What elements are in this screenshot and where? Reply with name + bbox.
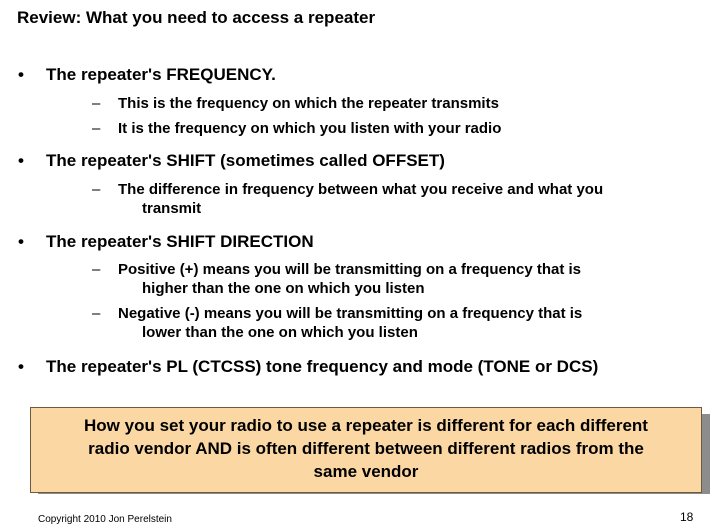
bullet-dot-icon: • xyxy=(18,151,24,170)
sub-item xyxy=(92,94,682,113)
dash-icon: – xyxy=(92,261,101,278)
dash-icon: – xyxy=(92,120,101,137)
bullet-dot-icon: • xyxy=(18,232,24,251)
sub-item-text: This is the frequency on which the repeater transmits xyxy=(118,95,499,112)
bullet-shift xyxy=(18,151,445,171)
sub-item-text-continued: transmit xyxy=(142,200,202,217)
bullet-frequency xyxy=(18,65,276,85)
sub-item xyxy=(92,304,682,342)
bullet-dot-icon: • xyxy=(18,65,24,84)
bullet-text: The repeater's PL (CTCSS) tone frequency and mode (TONE or DCS) xyxy=(46,357,599,376)
dash-icon: – xyxy=(92,305,101,322)
copyright-text: Copyright 2010 Jon Perelstein xyxy=(38,514,172,525)
callout-text-line: radio vendor AND is often different between different radios from the xyxy=(88,439,644,458)
sub-item-text-continued: lower than the one on which you listen xyxy=(142,324,418,341)
callout-text-line: same vendor xyxy=(313,462,419,481)
slide-title: Review: What you need to access a repeater xyxy=(17,8,376,27)
dash-icon: – xyxy=(92,95,101,112)
bullet-shift-direction xyxy=(18,232,314,252)
bullet-text: The repeater's FREQUENCY. xyxy=(46,65,276,84)
bullet-pl-tone xyxy=(18,357,598,377)
page-number: 18 xyxy=(680,510,694,524)
bullet-text: The repeater's SHIFT (sometimes called OFFSET) xyxy=(46,151,445,170)
sub-item-text: Positive (+) means you will be transmitting on a frequency that is xyxy=(118,261,582,278)
callout-text-line: How you set your radio to use a repeater is different for each different xyxy=(84,416,648,435)
sub-item-text: Negative (-) means you will be transmitting on a frequency that is xyxy=(118,305,583,322)
sub-item xyxy=(92,119,682,138)
sub-item-text: It is the frequency on which you listen with your radio xyxy=(118,120,502,137)
sub-item-text: The difference in frequency between what you receive and what you xyxy=(118,181,604,198)
sub-item xyxy=(92,180,682,218)
sub-item xyxy=(92,260,682,298)
callout-box xyxy=(30,407,702,493)
bullet-text: The repeater's SHIFT DIRECTION xyxy=(46,232,314,251)
dash-icon: – xyxy=(92,181,101,198)
sub-item-text-continued: higher than the one on which you listen xyxy=(142,280,425,297)
bullet-dot-icon: • xyxy=(18,357,24,376)
